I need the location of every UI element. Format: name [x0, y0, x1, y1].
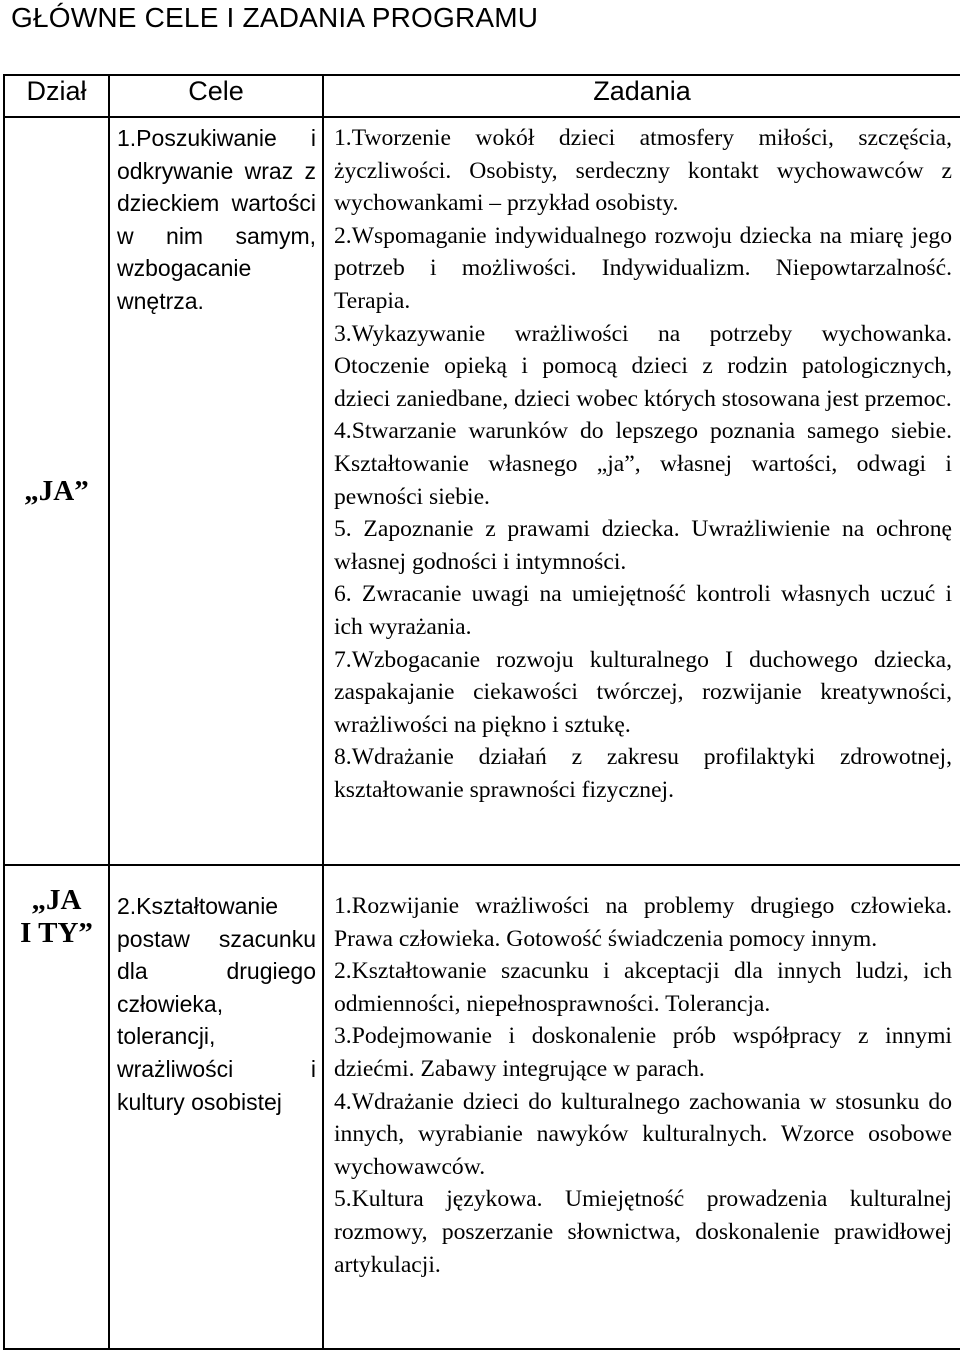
program-table: [3, 74, 960, 1350]
header-dzial: Dział: [4, 75, 109, 117]
task-item: 1.Tworzenie wokół dzieci atmosfery miłości, szczęścia, życzliwości. Osobisty, serdeczny kontakt wychowawców z wychowankami – przykład osobisty.: [334, 125, 952, 217]
table-row: [4, 117, 960, 865]
task-item: 3.Wykazywanie wrażliwości na potrzeby wychowanka. Otoczenie opieką i pomocą dzieci z rodzin patologicznych, dzieci zaniedbane, dzieci wobec których stosowana jest przemoc.: [334, 320, 952, 412]
task-item: 5.Kultura językowa. Umiejętność prowadzenia kulturalnej rozmowy, poszerzanie słownictwa, doskonalenie prawidłowej artykulacji.: [334, 1186, 952, 1278]
zadania-cell: [323, 117, 960, 865]
task-item: 4.Stwarzanie warunków do lepszego poznania samego siebie. Kształtowanie własnego „ja”, własnej wartości, odwagi i pewności siebie.: [334, 418, 952, 510]
task-item: 1.Rozwijanie wrażliwości na problemy drugiego człowieka. Prawa człowieka. Gotowość świadczenia pomocy innym.: [334, 893, 952, 952]
table-row: [4, 865, 960, 1349]
cel-cell: 2.Kształtowanie postaw szacunku dla drugiego człowieka, tolerancji, wrażliwości i kultury osobistej: [109, 865, 323, 1349]
header-zadania: Zadania: [323, 75, 960, 117]
task-item: 6. Zwracanie uwagi na umiejętność kontroli własnych uczuć i ich wyrażania.: [334, 581, 952, 640]
dzial-cell: [4, 865, 109, 1349]
page-title: GŁÓWNE CELE I ZADANIA PROGRAMU: [11, 2, 539, 33]
task-item: 3.Podejmowanie i doskonalenie prób współpracy z innymi dziećmi. Zabawy integrujące w parach.: [334, 1023, 952, 1082]
task-item: 2.Kształtowanie szacunku i akceptacji dla innych ludzi, ich odmienności, niepełnosprawności. Tolerancja.: [334, 958, 952, 1017]
cel-cell: 1.Poszukiwanie i odkrywanie wraz z dzieckiem wartości w nim samym, wzbogacanie wnętrza.: [109, 117, 323, 865]
task-item: 5. Zapoznanie z prawami dziecka. Uwrażliwienie na ochronę własnej godności i intymności.: [334, 516, 952, 575]
task-item: 8.Wdrażanie działań z zakresu profilaktyki zdrowotnej, kształtowanie sprawności fizycznej.: [334, 744, 952, 803]
task-item: 2.Wspomaganie indywidualnego rozwoju dziecka na miarę jego potrzeb i możliwości. Indywidualizm. Niepowtarzalność. Terapia.: [334, 222, 952, 314]
table-header-row: [4, 75, 960, 117]
header-cele: Cele: [109, 75, 323, 117]
task-item: 4.Wdrażanie dzieci do kulturalnego zachowania w stosunku do innych, wyrabianie nawyków kulturalnych. Wzorce osobowe wychowawców.: [334, 1088, 952, 1180]
dzial-line: „JA: [31, 884, 82, 916]
zadania-cell: [323, 865, 960, 1349]
dzial-line: I TY”: [20, 917, 93, 949]
task-item: 7.Wzbogacanie rozwoju kulturalnego I duchowego dziecka, zaspakajanie ciekawości twórczej, rozwijanie kreatywności, wrażliwości na piękno i sztukę.: [334, 646, 952, 738]
dzial-cell: „JA”: [4, 117, 109, 865]
